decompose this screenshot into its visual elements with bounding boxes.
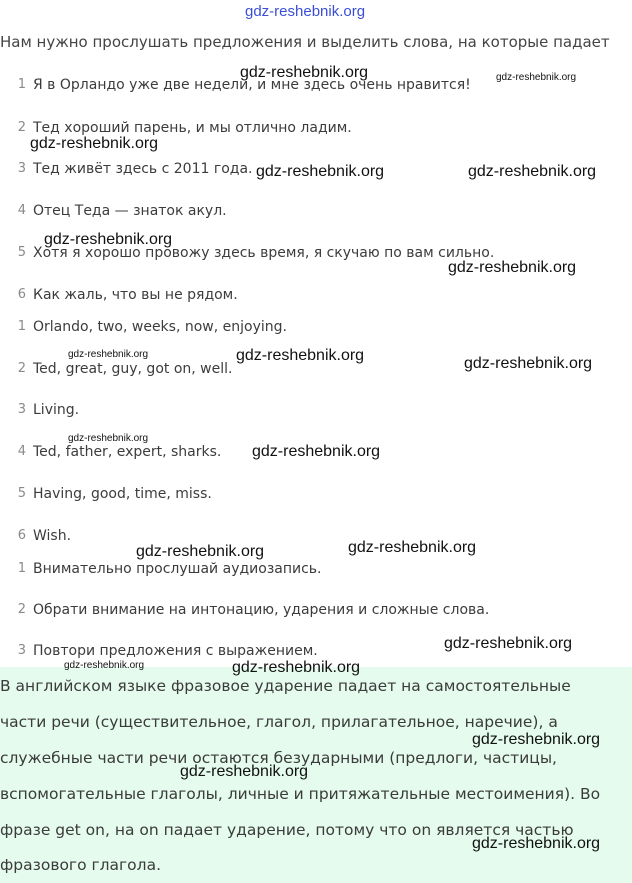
watermark: gdz-reshebnik.org bbox=[30, 135, 159, 152]
watermark: gdz-reshebnik.org bbox=[472, 731, 601, 748]
tip-number: 3 bbox=[17, 643, 26, 658]
explanation-line: В английском языке фразовое ударение падает на самостоятельные bbox=[0, 677, 571, 695]
answer-text: Orlando, two, weeks, now, enjoying. bbox=[33, 319, 287, 335]
explanation-line: вспомогательные глаголы, личные и притяжательные местоимения). Во bbox=[0, 785, 601, 803]
watermark: gdz-reshebnik.org bbox=[180, 763, 309, 780]
sentence-text: Хотя я хорошо провожу здесь время, я скучаю по вам сильно. bbox=[33, 245, 495, 261]
sentence-text: Тед хороший парень, и мы отлично ладим. bbox=[33, 120, 352, 136]
watermark: gdz-reshebnik.org bbox=[464, 355, 593, 372]
sentence-text: Как жаль, что вы не рядом. bbox=[33, 287, 238, 303]
tip-text: Внимательно прослушай аудиозапись. bbox=[33, 561, 322, 577]
watermark: gdz-reshebnik.org bbox=[236, 347, 365, 364]
watermark: gdz-reshebnik.org bbox=[448, 259, 577, 276]
watermark: gdz-reshebnik.org bbox=[240, 64, 369, 81]
sentence-number: 3 bbox=[17, 161, 26, 176]
answer-text: Living. bbox=[33, 402, 80, 418]
sentence-number: 2 bbox=[17, 120, 26, 135]
answer-text: Having, good, time, miss. bbox=[33, 486, 212, 502]
tip-number: 1 bbox=[17, 561, 26, 576]
watermark: gdz-reshebnik.org bbox=[444, 635, 573, 652]
answer-text: Ted, father, expert, sharks. bbox=[33, 444, 222, 460]
explanation-line: фразе get on, на on падает ударение, потому что on является частью bbox=[0, 821, 574, 839]
watermark: gdz-reshebnik.org bbox=[496, 72, 577, 83]
sentence-number: 5 bbox=[17, 245, 26, 260]
explanation-line: служебные части речи остаются безударными (предлоги, частицы, bbox=[0, 749, 557, 767]
answer-number: 3 bbox=[17, 402, 26, 417]
answer-number: 5 bbox=[17, 486, 26, 501]
watermark: gdz-reshebnik.org bbox=[68, 433, 149, 444]
tip-text: Повтори предложения с выражением. bbox=[33, 643, 318, 659]
watermark: gdz-reshebnik.org bbox=[252, 443, 381, 460]
answer-number: 6 bbox=[17, 528, 26, 543]
sentence-number: 4 bbox=[17, 203, 26, 218]
watermark: gdz-reshebnik.org bbox=[64, 660, 145, 671]
watermark: gdz-reshebnik.org bbox=[68, 349, 149, 360]
answer-text: Wish. bbox=[33, 528, 72, 544]
watermark: gdz-reshebnik.org bbox=[136, 543, 265, 560]
answer-number: 1 bbox=[17, 319, 26, 334]
explanation-line: фразового глагола. bbox=[0, 856, 161, 874]
watermark: gdz-reshebnik.org bbox=[348, 539, 477, 556]
watermark: gdz-reshebnik.org bbox=[468, 163, 597, 180]
sentence-number: 1 bbox=[17, 77, 26, 92]
answer-number: 2 bbox=[17, 361, 26, 376]
tip-number: 2 bbox=[17, 602, 26, 617]
sentence-number: 6 bbox=[17, 287, 26, 302]
sentence-text: Тед живёт здесь с 2011 года. bbox=[33, 161, 253, 177]
watermark: gdz-reshebnik.org bbox=[232, 659, 361, 676]
watermark: gdz-reshebnik.org bbox=[256, 163, 385, 180]
watermark: gdz-reshebnik.org bbox=[44, 231, 173, 248]
site-header[interactable]: gdz-reshebnik.org bbox=[245, 3, 366, 20]
answer-number: 4 bbox=[17, 444, 26, 459]
answer-text: Ted, great, guy, got on, well. bbox=[33, 361, 233, 377]
sentence-text: Отец Теда — знаток акул. bbox=[33, 203, 227, 219]
explanation-line: части речи (существительное, глагол, прилагательное, наречие), а bbox=[0, 713, 558, 731]
sentence-text: Я в Орландо уже две недели, и мне здесь очень нравится! bbox=[33, 77, 471, 93]
intro-text: Нам нужно прослушать предложения и выделить слова, на которые падает bbox=[0, 33, 610, 51]
tip-text: Обрати внимание на интонацию, ударения и сложные слова. bbox=[33, 602, 490, 618]
watermark: gdz-reshebnik.org bbox=[472, 835, 601, 852]
